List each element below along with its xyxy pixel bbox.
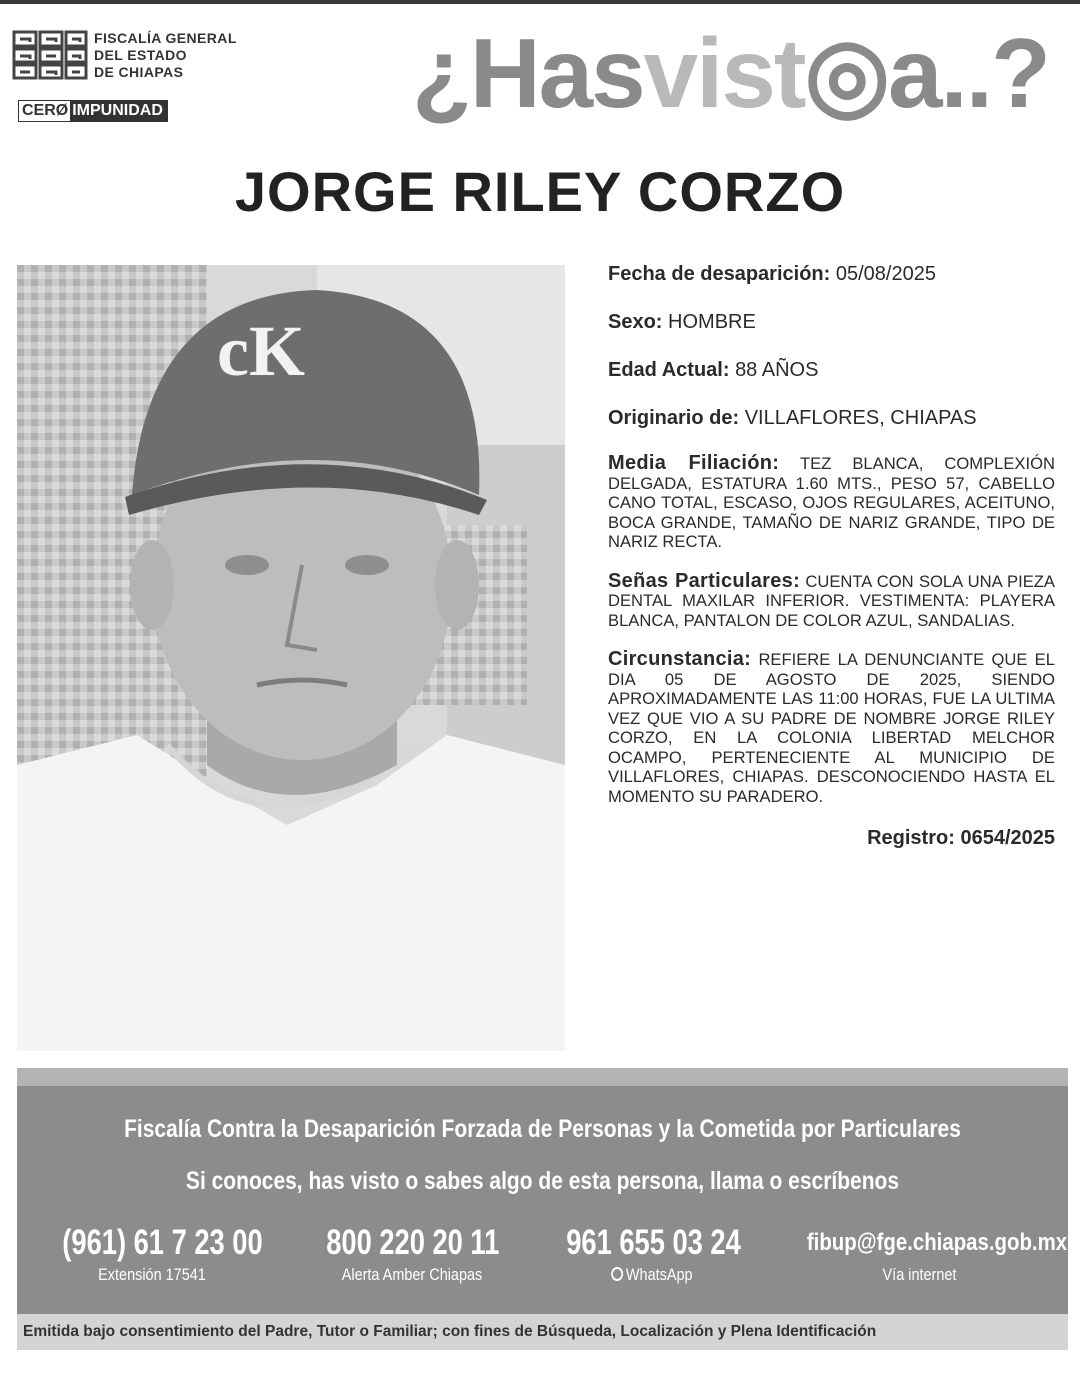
contact-phone-1: [37, 1222, 267, 1286]
footer-title: Fiscalía Contra la Desaparición Forzada de Personas y la Cometida por Particulares: [124, 1115, 961, 1143]
contact-number[interactable]: 961 655 03 24: [566, 1223, 741, 1262]
contact-caption: Vía internet: [882, 1265, 957, 1284]
whatsapp-icon: [611, 1267, 623, 1281]
footer-note: [17, 1314, 1068, 1350]
origen-value: VILLAFLORES, CHIAPAS: [744, 407, 977, 429]
badge-right: IMPUNIDAD: [70, 101, 167, 121]
details-panel: [608, 262, 1055, 850]
senas-block: [608, 569, 1055, 631]
circunstancia-block: [608, 650, 1055, 806]
footer-subtitle: Si conoces, has visto o sabes algo de esta persona, llama o escríbenos: [185, 1167, 900, 1195]
circunstancia-label: Circunstancia:: [608, 648, 752, 670]
contact-caption-wrap: [559, 1264, 746, 1286]
filiacion-value: TEZ BLANCA, COMPLEXIÓN DELGADA, ESTATURA 1.60 MTS., PESO 57, CABELLO CANO TOTAL, ESCASO, OJOS REGULARES, ACEITUNO, BOCA GRANDE, TAMAÑO DE NARIZ GRANDE, TIPO DE NARIZ RECTA.: [608, 454, 1056, 551]
sexo-label: Sexo:: [608, 311, 663, 333]
origen-row: [608, 406, 1055, 430]
filiacion-label: Media Filiación:: [608, 452, 780, 474]
headline-part: ¿Has: [412, 18, 644, 128]
contact-caption: Alerta Amber Chiapas: [341, 1265, 483, 1284]
fecha-value: 05/08/2025: [835, 263, 936, 285]
registro-value: 0654/2025: [960, 827, 1055, 849]
contact-whatsapp: [542, 1222, 762, 1286]
contact-email-address[interactable]: fibup@fge.chiapas.gob.mx: [806, 1229, 1068, 1256]
headline-part: ◎a..?: [804, 18, 1049, 128]
sexo-row: [608, 310, 1055, 334]
sexo-value: HOMBRE: [668, 311, 756, 333]
top-rule: [0, 0, 1080, 4]
org-line: DE CHIAPAS: [94, 64, 184, 80]
filiacion-block: [608, 454, 1055, 552]
circunstancia-value: REFIERE LA DENUNCIANTE QUE EL DIA 05 DE AGOSTO DE 2025, SIENDO APROXIMADAMENTE LAS 11:00 HORAS, FUE LA ULTIMA VEZ QUE VIO A SU PADRE DE NOMBRE JORGE RILEY CORZO, EN LA COLONIA LIBERTAD MELCHOR OCAMPO, PERTENECIENTE AL MUNICIPIO DE VILLAFLORES, CHIAPAS. DESCONOCIENDO HASTA EL MOMENTO SU PARADERO.: [608, 650, 1055, 806]
fecha-label: Fecha de desaparición:: [608, 263, 831, 285]
contact-email: [787, 1222, 1068, 1286]
badge-left: CERØ: [19, 101, 70, 121]
org-line: DEL ESTADO: [94, 47, 187, 63]
fretwork-glyph-icon: [12, 30, 88, 80]
contact-number[interactable]: 800 220 20 11: [326, 1223, 500, 1262]
cap-logo-text: cK: [217, 311, 305, 391]
contact-caption: WhatsApp: [625, 1265, 693, 1284]
contact-caption: Extensión 17541: [98, 1265, 206, 1284]
contact-phone-2: [302, 1222, 522, 1286]
person-name: JORGE RILEY CORZO: [234, 160, 846, 223]
headline-part: vist: [643, 18, 805, 128]
registro-label: Registro:: [867, 827, 955, 849]
footer-top-strip: [17, 1068, 1068, 1086]
org-line: FISCALÍA GENERAL: [94, 30, 237, 46]
edad-row: [608, 358, 1055, 382]
fecha-row: [608, 262, 1055, 286]
org-name: [94, 30, 237, 81]
photo-illustration: [17, 265, 565, 1051]
consent-note: Emitida bajo consentimiento del Padre, Tutor o Familiar; con fines de Búsqueda, Localización y Plena Identificación: [23, 1323, 877, 1340]
edad-label: Edad Actual:: [608, 359, 730, 381]
headline: [412, 18, 1049, 128]
cero-impunidad-badge: [18, 100, 168, 122]
senas-label: Señas Particulares:: [608, 569, 801, 592]
origen-label: Originario de:: [608, 407, 740, 429]
footer-band: [17, 1068, 1068, 1350]
senas-value: CUENTA CON SOLA UNA PIEZA DENTAL MAXILAR INFERIOR. VESTIMENTA: PLAYERA BLANCA, PANTALON DE COLOR AZUL, SANDALIAS.: [608, 571, 1055, 630]
person-photo: [17, 265, 565, 1051]
edad-value: 88 AÑOS: [735, 359, 819, 381]
registro: [608, 826, 1055, 850]
contact-number[interactable]: (961) 61 7 23 00: [62, 1223, 263, 1262]
